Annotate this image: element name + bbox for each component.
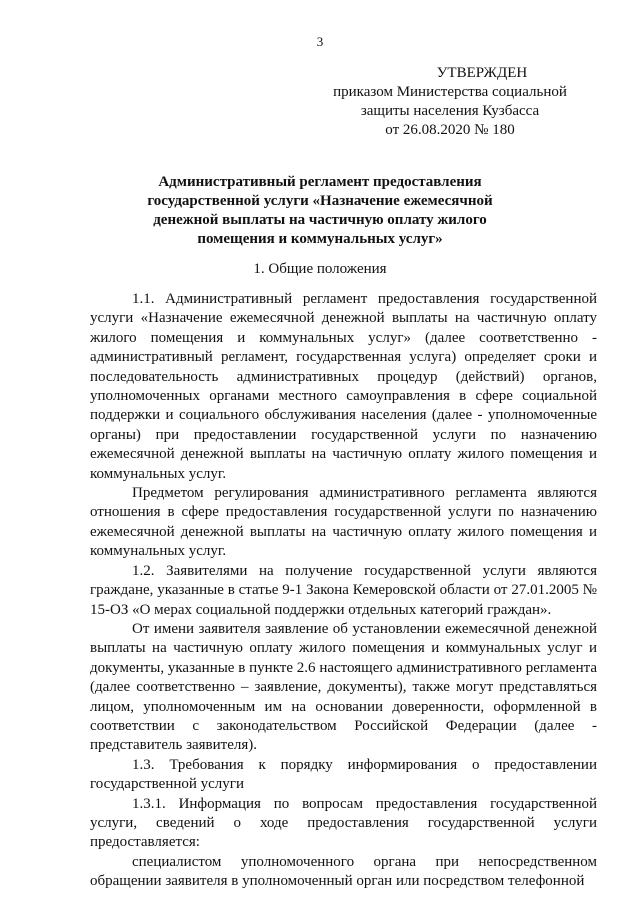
document-body — [90, 290, 597, 892]
approval-stamp-block — [300, 64, 600, 140]
paragraph-specialist: специалистом уполномоченного органа при непосредственном обращении заявителя в уполномоченный орган или посредством телефонной — [90, 853, 597, 890]
approval-heading: УТВЕРЖДЕН — [436, 65, 528, 81]
title-line: денежной выплаты на частичную оплату жилого — [153, 212, 487, 228]
paragraph-1-3: 1.3. Требования к порядку информирования о предоставлении государственной услуги — [90, 756, 597, 793]
paragraph-subject: Предметом регулирования административного регламента являются отношения в сфере предоставления государственной услуги по назначению ежемесячной денежной выплаты на частичную оплату жилого помещения и коммунальных услуг. — [90, 485, 597, 560]
title-line: государственной услуги «Назначение ежемесячной — [147, 193, 493, 209]
section-heading: 1. Общие положения — [253, 261, 387, 277]
paragraph-representative: От имени заявителя заявление об установлении ежемесячной денежной выплаты на частичную оплату жилого помещения и коммунальных услуг и документы, указанные в пункте 2.6 настоящего административного регламента (далее соответственно – заявление, документы), также могут представляться лицом, уполномоченным им на основании доверенности, оформленной в соответствии с законодательством Российской Федерации (далее - представитель заявителя). — [90, 620, 597, 754]
paragraph-1-1: 1.1. Административный регламент предоставления государственной услуги «Назначение ежемесячной денежной выплаты на частичную оплату жилого помещения и коммунальных услуг» (далее соответственно - административный регламент, государственная услуга) определяет сроки и последовательность административных процедур (действий) органов, уполномоченных органами местного самоуправления в сфере социальной поддержки и социального обслуживания населения (далее - уполномоченные органы) при предоставлении государственной услуги по назначению ежемесячной денежной выплаты на частичную оплату жилого помещения и коммунальных услуг. — [90, 291, 597, 482]
document-title — [140, 173, 500, 249]
approval-issuer: приказом Министерства социальной — [333, 84, 567, 100]
paragraph-1-2: 1.2. Заявителями на получение государственной услуги являются граждане, указанные в статье 9-1 Закона Кемеровской области от 27.01.2005 № 15-ОЗ «О мерах социальной поддержки отдельных категорий граждан». — [90, 562, 597, 618]
approval-issuer-continued: защиты населения Кузбасса — [360, 103, 540, 119]
approval-date-number: от 26.08.2020 № 180 — [385, 122, 515, 138]
title-line: помещения и коммунальных услуг» — [197, 231, 443, 247]
paragraph-1-3-1: 1.3.1. Информация по вопросам предоставления государственной услуги, сведений о ходе предоставления государственной услуги предоставляется: — [90, 795, 597, 851]
title-line: Административный регламент предоставления — [158, 174, 482, 190]
page-number: 3 — [316, 34, 324, 49]
